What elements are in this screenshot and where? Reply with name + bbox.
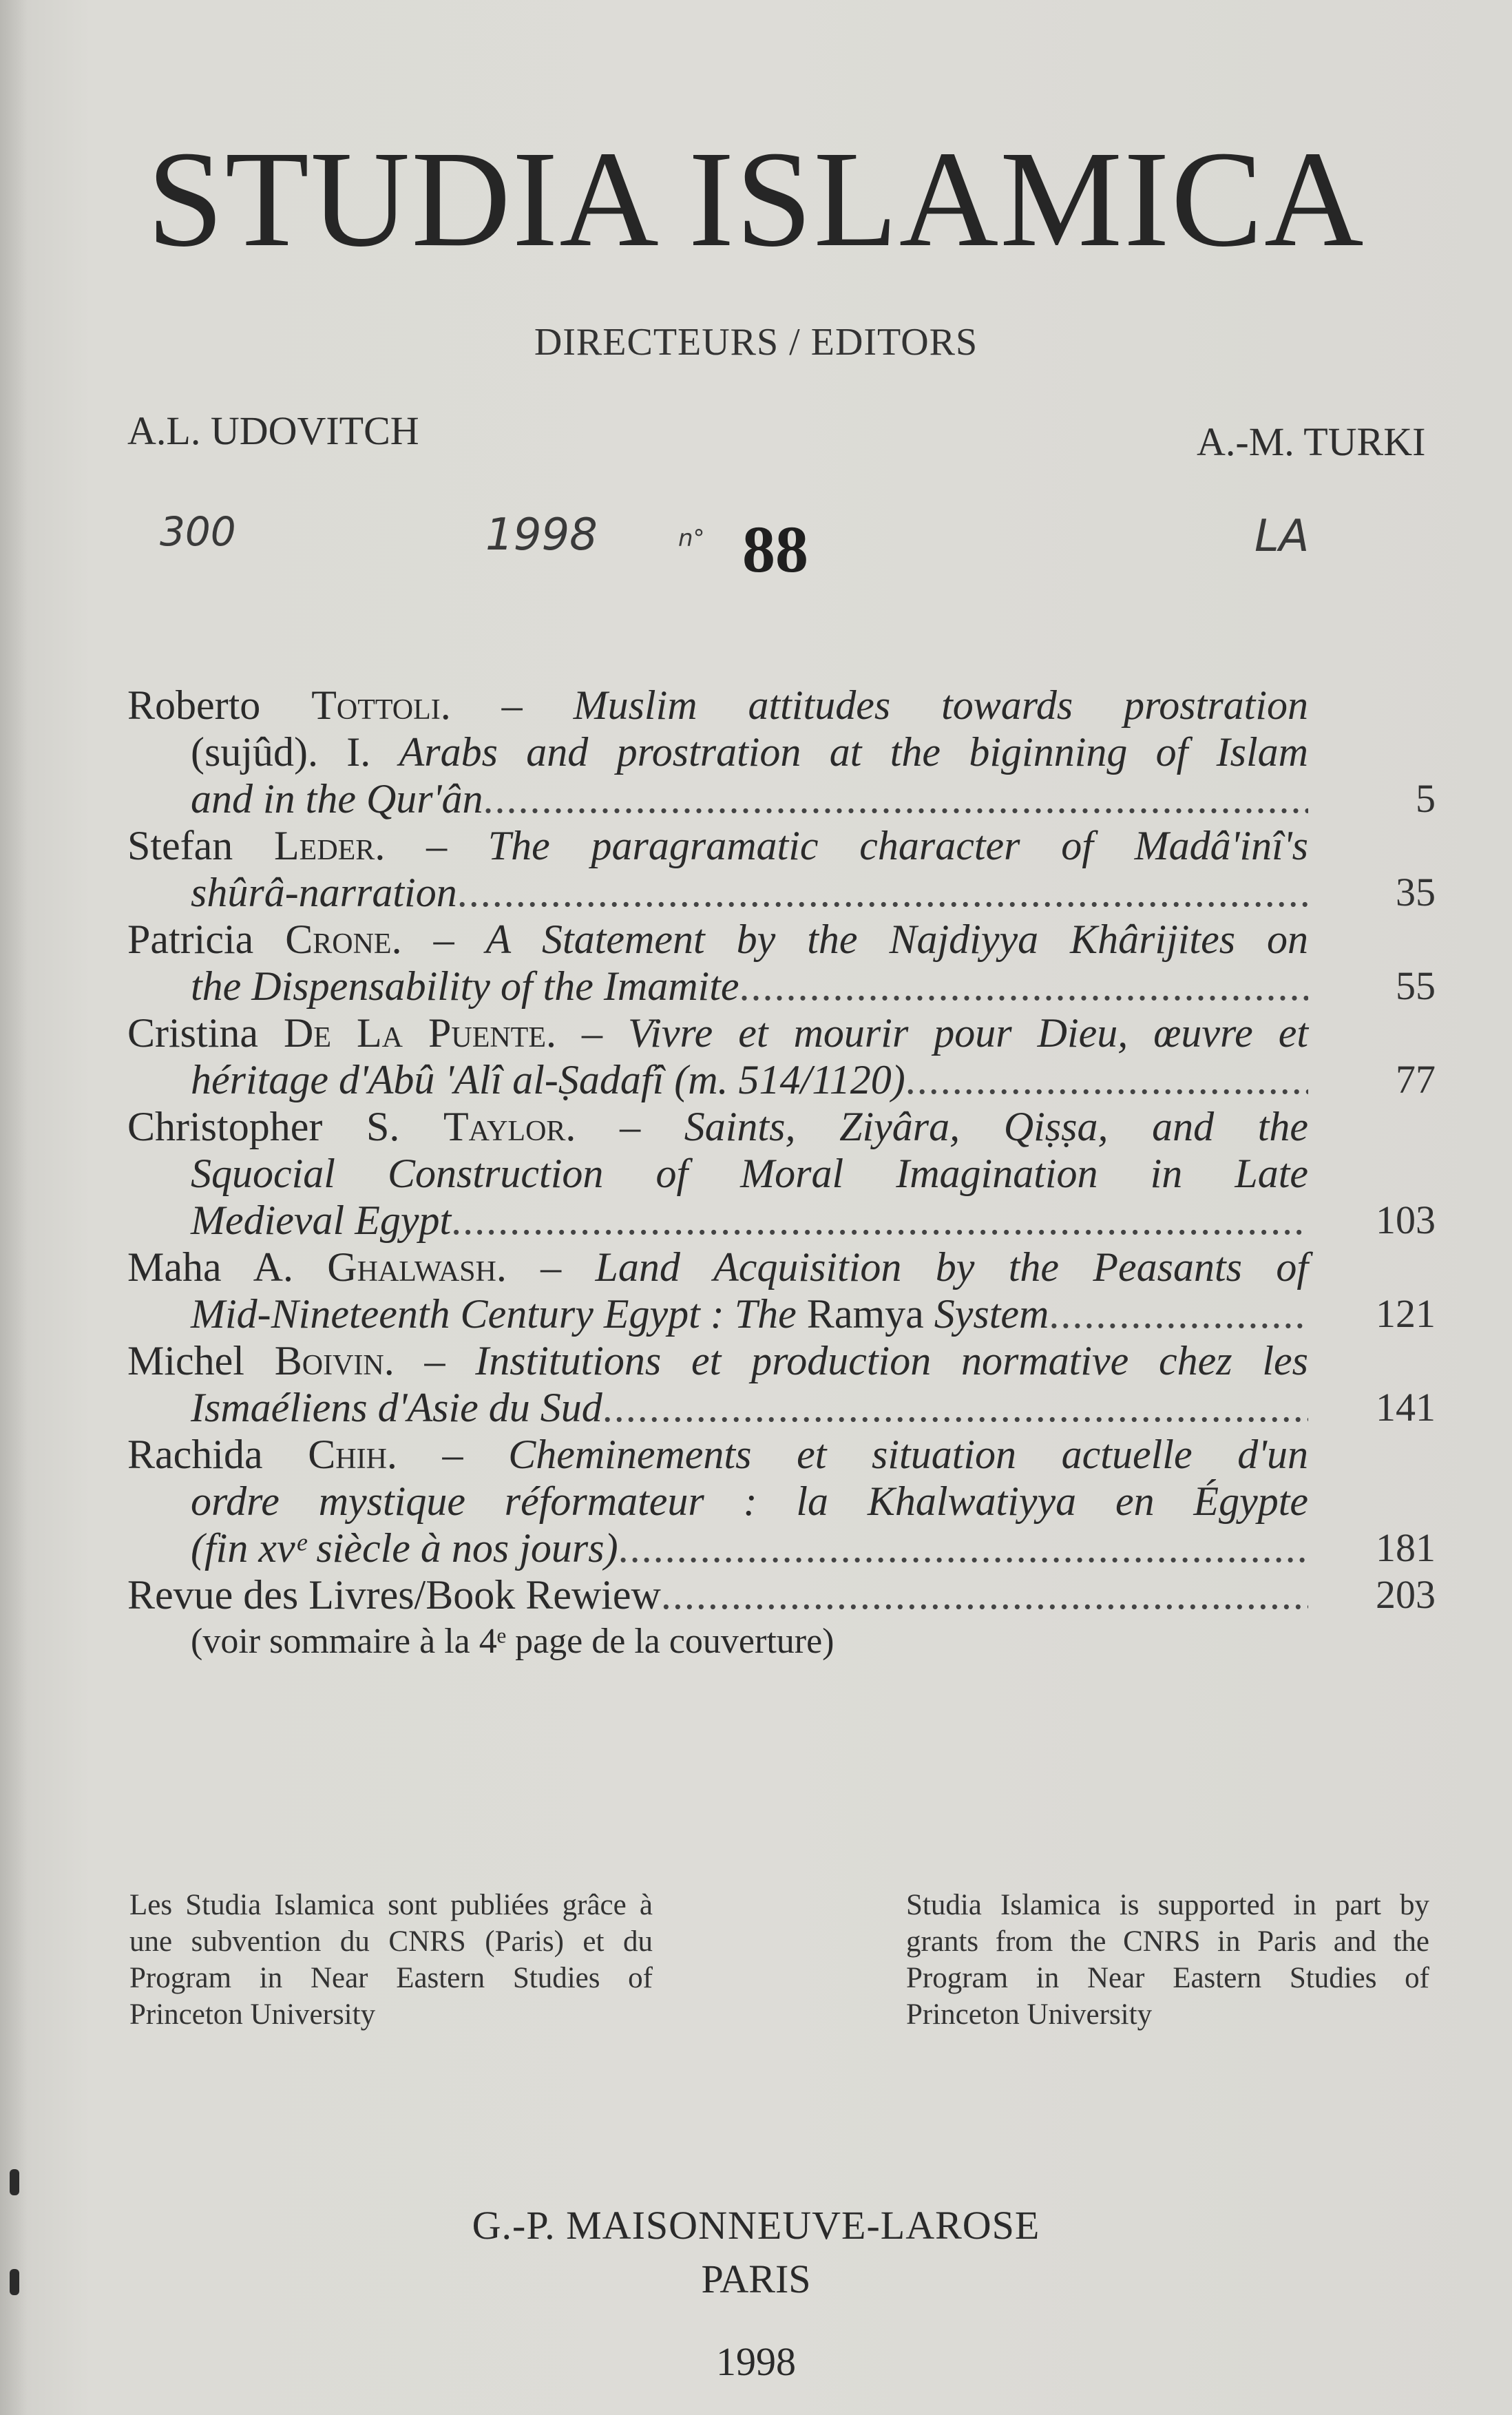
toc-title: héritage d'Abû 'Alî al-Ṣadafî (m. 514/1120) xyxy=(191,1057,905,1102)
toc-author-first: Christopher S. xyxy=(127,1104,400,1149)
toc-title: and in the Qur'ân xyxy=(191,776,483,822)
toc-title: Saints, Ziyâra, Qiṣṣa, and the xyxy=(684,1104,1309,1149)
toc-page-number: 55 xyxy=(1396,963,1436,1008)
journal-title: STUDIA ISLAMICA xyxy=(147,123,1365,275)
handwritten-initials: LA xyxy=(1254,511,1310,562)
table-of-contents xyxy=(127,682,1436,1665)
toc-title: (fin xvᵉ siècle à nos jours) xyxy=(191,1525,618,1571)
toc-title: ordre mystique réformateur : la Khalwatiyya en Égypte xyxy=(191,1478,1308,1524)
toc-title: A Statement by the Najdiyya Khârijites on xyxy=(485,917,1309,962)
toc-author-first: Michel xyxy=(127,1338,244,1383)
toc-author-first: Roberto xyxy=(127,682,261,728)
toc-title: Squocial Construction of Moral Imagination in Late xyxy=(191,1151,1308,1196)
publisher-name: G.-P. MAISONNEUVE-LAROSE xyxy=(472,2203,1040,2248)
publisher-city: PARIS xyxy=(701,2257,811,2301)
toc-page-number: 203 xyxy=(1376,1572,1436,1617)
toc-page-number: 5 xyxy=(1416,776,1436,821)
editor-left: A.L. UDOVITCH xyxy=(127,408,419,453)
toc-title: System xyxy=(934,1291,1049,1337)
toc-author-last: Leder. xyxy=(274,823,386,868)
toc-title: Ismaéliens d'Asie du Sud xyxy=(191,1385,602,1430)
toc-author-first: Rachida xyxy=(127,1432,263,1477)
handwritten-number-mark: n° xyxy=(678,525,705,552)
directors-label: DIRECTEURS / EDITORS xyxy=(534,321,978,364)
toc-author-first: Patricia xyxy=(127,917,254,962)
leader-dots xyxy=(618,1525,1308,1571)
toc-entry[interactable]: Roberto Tottoli. – Muslim attitudes towards prostration (sujûd). I. Arabs and prostration at the biginning of Islam and in the Qur'ân ..... 5 xyxy=(127,682,1436,822)
leader-dots xyxy=(661,1571,1308,1618)
toc-review-label: Revue des Livres/Book Rewiew xyxy=(127,1572,661,1618)
leader-dots xyxy=(483,775,1308,822)
toc-title: Mid-Nineteenth Century Egypt : The xyxy=(191,1291,797,1337)
toc-entry[interactable]: Stefan Leder. – The paragramatic character of Madâ'inî's shûrâ-narration ..... 35 xyxy=(127,822,1436,916)
leader-dots xyxy=(905,1056,1308,1103)
leader-dots xyxy=(602,1384,1308,1431)
handwritten-year: 1998 xyxy=(485,510,598,561)
support-note-french: Les Studia Islamica sont publiées grâce à une subvention du CNRS (Paris) et du Program in Near Eastern Studies of Princeton University xyxy=(129,1889,653,2031)
binding-hole xyxy=(10,2169,19,2195)
toc-entry[interactable]: Maha A. Ghalwash. – Land Acquisition by the Peasants of Mid-Nineteenth Century Egypt : The Ramya System ..... 121 xyxy=(127,1244,1436,1337)
toc-author-last: Taylor. xyxy=(443,1104,576,1149)
toc-entry-book-review[interactable] xyxy=(127,1571,1436,1665)
leader-dots xyxy=(1049,1290,1308,1337)
toc-page-number: 77 xyxy=(1396,1057,1436,1102)
publication-year: 1998 xyxy=(716,2339,796,2384)
toc-entry[interactable]: Cristina De La Puente. – Vivre et mourir pour Dieu, œuvre et héritage d'Abû 'Alî al-Ṣadafî (m. 514/1120) ..... 77 xyxy=(127,1010,1436,1103)
toc-entry[interactable]: Christopher S. Taylor. – Saints, Ziyâra, Qiṣṣa, and the Squocial Construction of Moral Imagination in Late Medieval Egypt ..... 103 xyxy=(127,1103,1436,1244)
toc-author-last: Ghalwash. xyxy=(327,1244,507,1290)
toc-title-plain: (sujûd). I. xyxy=(191,729,371,775)
toc-review-note: (voir sommaire à la 4ᵉ page de la couverture) xyxy=(191,1622,834,1661)
toc-title: Muslim attitudes towards prostration xyxy=(573,682,1309,728)
toc-title: Cheminements et situation actuelle d'un xyxy=(508,1432,1309,1477)
toc-title-plain: Ramya xyxy=(806,1291,924,1337)
leader-dots xyxy=(739,963,1308,1010)
toc-author-first: Maha A. xyxy=(127,1244,293,1290)
toc-entry[interactable]: Michel Boivin. – Institutions et production normative chez les Ismaéliens d'Asie du Sud ..... 141 xyxy=(127,1337,1436,1431)
toc-page-number: 121 xyxy=(1376,1291,1436,1336)
toc-author-last: De La Puente. xyxy=(284,1010,556,1056)
toc-title: Medieval Egypt xyxy=(191,1198,452,1243)
toc-entry[interactable]: Patricia Crone. – A Statement by the Najdiyya Khârijites on the Dispensability of the Imamite ..... 55 xyxy=(127,916,1436,1010)
toc-author-first: Cristina xyxy=(127,1010,258,1056)
support-note-english: Studia Islamica is supported in part by grants from the CNRS in Paris and the Program in Near Eastern Studies of Princeton University xyxy=(906,1889,1429,2031)
leader-dots xyxy=(451,1197,1308,1244)
toc-title: Arabs and prostration at the biginning of Islam xyxy=(399,729,1308,775)
toc-author-last: Crone. xyxy=(285,917,402,962)
toc-page-number: 181 xyxy=(1376,1525,1436,1570)
leader-dots xyxy=(457,869,1308,916)
toc-page-number: 35 xyxy=(1396,870,1436,914)
toc-page-number: 141 xyxy=(1376,1385,1436,1430)
toc-page-number: 103 xyxy=(1376,1198,1436,1242)
toc-title: Vivre et mourir pour Dieu, œuvre et xyxy=(628,1010,1309,1056)
toc-title: Land Acquisition by the Peasants of xyxy=(595,1244,1308,1290)
issue-number: 88 xyxy=(742,512,808,586)
handwritten-code: 300 xyxy=(160,508,236,555)
toc-title: The paragramatic character of Madâ'inî's xyxy=(487,823,1308,868)
toc-title: the Dispensability of the Imamite xyxy=(191,963,739,1009)
toc-author-last: Boivin. xyxy=(274,1338,395,1383)
editor-right: A.-M. TURKI xyxy=(1197,419,1426,464)
toc-title: shûrâ-narration xyxy=(191,870,457,915)
toc-title: Institutions et production normative chez les xyxy=(475,1338,1309,1383)
toc-author-first: Stefan xyxy=(127,823,233,868)
toc-author-last: Chih. xyxy=(308,1432,397,1477)
toc-entry[interactable]: Rachida Chih. – Cheminements et situation actuelle d'un ordre mystique réformateur : la Khalwatiyya en Égypte (fin xvᵉ siècle à nos jours) ..... 181 xyxy=(127,1431,1436,1571)
toc-author-last: Tottoli. xyxy=(311,682,451,728)
